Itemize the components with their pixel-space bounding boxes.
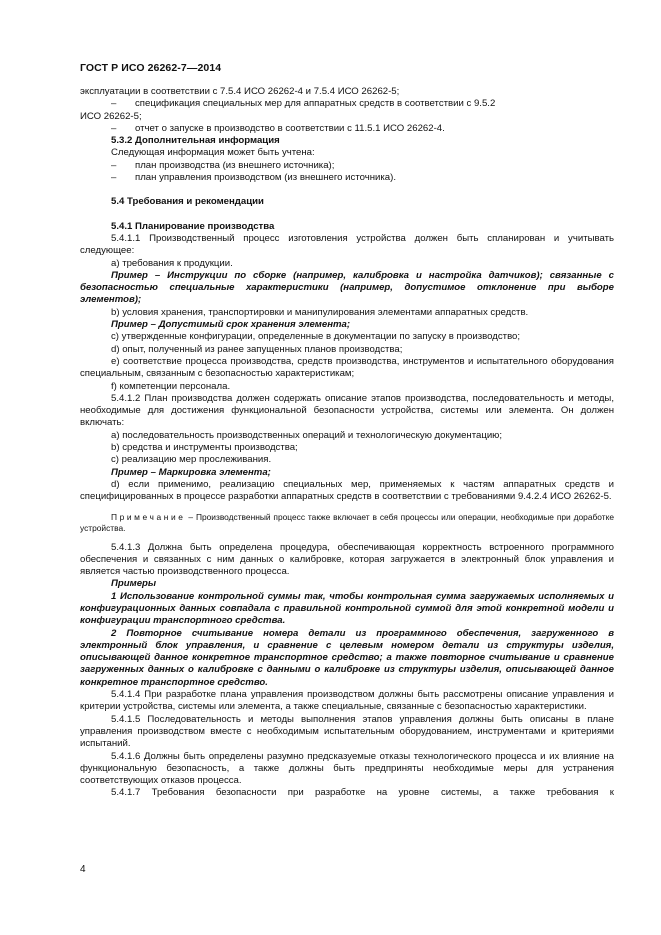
list-item: b) средства и инструменты производства; — [111, 442, 298, 454]
note — [80, 512, 614, 534]
list-item-text: отчет о запуске в производство в соответствии с 11.5.1 ИСО 26262-4. — [135, 122, 445, 134]
list-item-text: план производства (из внешнего источника); — [135, 159, 335, 171]
example-text: 2 Повторное считывание номера детали из программного обеспечения, загруженного в электронный блок управления, и сравнение с целевым номером детали из структуры изделия, описывающей данное конкретное транспортное средство; а также повторное считывание и сравнение загруженных данных о калибровке с данными о калибровке из структуры изделия, описывающей данное конкретное транспортное средство. — [80, 627, 614, 688]
list-item: a) последовательность производственных операций и технологическую документацию; — [111, 429, 503, 441]
list-item-text: план управления производством (из внешнего источника). — [135, 172, 396, 184]
list-item-text: спецификация специальных мер для аппаратных средств в соответствии с 9.5.2 — [135, 98, 496, 110]
paragraph: 5.4.1.2 План производства должен содержать описание этапов производства, последовательность и методы, необходимые для достижения функциональной безопасности устройства, системы или элемента. Он должен включать: — [80, 392, 614, 429]
list-item: f) компетенции персонала. — [111, 380, 231, 392]
list-item: b) условия хранения, транспортировки и манипулирования элементами аппаратных средств. — [111, 306, 529, 318]
dash-bullet: – — [111, 159, 117, 171]
paragraph: 5.4.1.7 Требования безопасности при разработке на уровне системы, а также требования к — [111, 787, 614, 799]
examples-heading: Примеры — [111, 578, 157, 590]
list-item — [80, 98, 614, 110]
section-heading: 5.3.2 Дополнительная информация — [111, 135, 280, 147]
list-item — [80, 123, 614, 135]
page-number: 4 — [80, 864, 86, 875]
example-text: Пример – Допустимый срок хранения элемента; — [111, 319, 351, 331]
example-text: Пример – Инструкции по сборке (например, калибровка и настройка датчиков); связанные с безопасностью специальные характеристики (например, допустимое отклонение при выборе элементов); — [80, 269, 614, 306]
page-body — [80, 86, 614, 800]
paragraph: 5.4.1.4 При разработке плана управления производством должны быть рассмотрены описание управления и критерии устройства, системы или элемента, а также специальные, связанные с безопасностью характеристики. — [80, 689, 614, 713]
note-label: Примечание — [111, 511, 186, 522]
dash-bullet: – — [111, 122, 117, 134]
paragraph: 5.4.1.3 Должна быть определена процедура, обеспечивающая корректность встроенного программного обеспечения и связанных с ним данных о калибровке, которая загружается в электронный блок управления и является частью производственного процесса. — [80, 541, 614, 578]
paragraph: эксплуатации в соответствии с 7.5.4 ИСО 26262-4 и 7.5.4 ИСО 26262-5; — [80, 86, 400, 97]
list-item — [80, 172, 614, 184]
list-item: c) утвержденные конфигурации, определенные в документации по запуску в производство; — [111, 331, 521, 343]
page-header: ГОСТ Р ИСО 26262-7—2014 — [80, 62, 222, 74]
dash-bullet: – — [111, 98, 117, 110]
paragraph: 5.4.1.5 Последовательность и методы выполнения этапов управления должны быть описаны в плане управления производством вместе с необходимым испытательным оборудованием, инструментами и критериями испытаний. — [80, 713, 614, 750]
paragraph: Следующая информация может быть учтена: — [111, 147, 315, 159]
section-heading: 5.4.1 Планирование производства — [111, 220, 275, 232]
paragraph: ИСО 26262-5; — [80, 110, 142, 122]
paragraph: 5.4.1.1 Производственный процесс изготовления устройства должен быть спланирован и учитывать следующее: — [80, 232, 614, 257]
list-item — [80, 160, 614, 172]
paragraph: 5.4.1.6 Должны быть определены разумно предсказуемые отказы технологического процесса и их влияние на функциональную безопасность, а также должны быть предприняты необходимые меры для устранения соответствующих отказов процесса. — [80, 750, 614, 787]
note-text: – Производственный процесс также включает в себя процессы или операции, необходимые при доработке устройства. — [80, 511, 614, 533]
example-text: 1 Использование контрольной суммы так, чтобы контрольная сумма загружаемых исполняемых и конфигурационных данных совпадала с правильной контрольной суммой для этой конкретной модели и конфигурации транспортного средства. — [80, 590, 614, 627]
list-item: a) требования к продукции. — [111, 257, 233, 269]
dash-bullet: – — [111, 172, 117, 184]
list-item: e) соответствие процесса производства, средств производства, инструментов и испытательного оборудования специальным, связанным с безопасностью характеристикам; — [80, 355, 614, 380]
list-item: c) реализацию мер прослеживания. — [111, 454, 272, 466]
list-item: d) опыт, полученный из ранее запущенных планов производства; — [111, 343, 403, 355]
example-text: Пример – Маркировка элемента; — [111, 466, 271, 478]
list-item: d) если применимо, реализацию специальных мер, применяемых к частям аппаратных средств и специфицированных в процессе разработки аппаратных средств в соответствии с требованиями 9.4.2.4 ИСО 26262-5. — [80, 478, 614, 503]
section-heading: 5.4 Требования и рекомендации — [111, 196, 264, 208]
